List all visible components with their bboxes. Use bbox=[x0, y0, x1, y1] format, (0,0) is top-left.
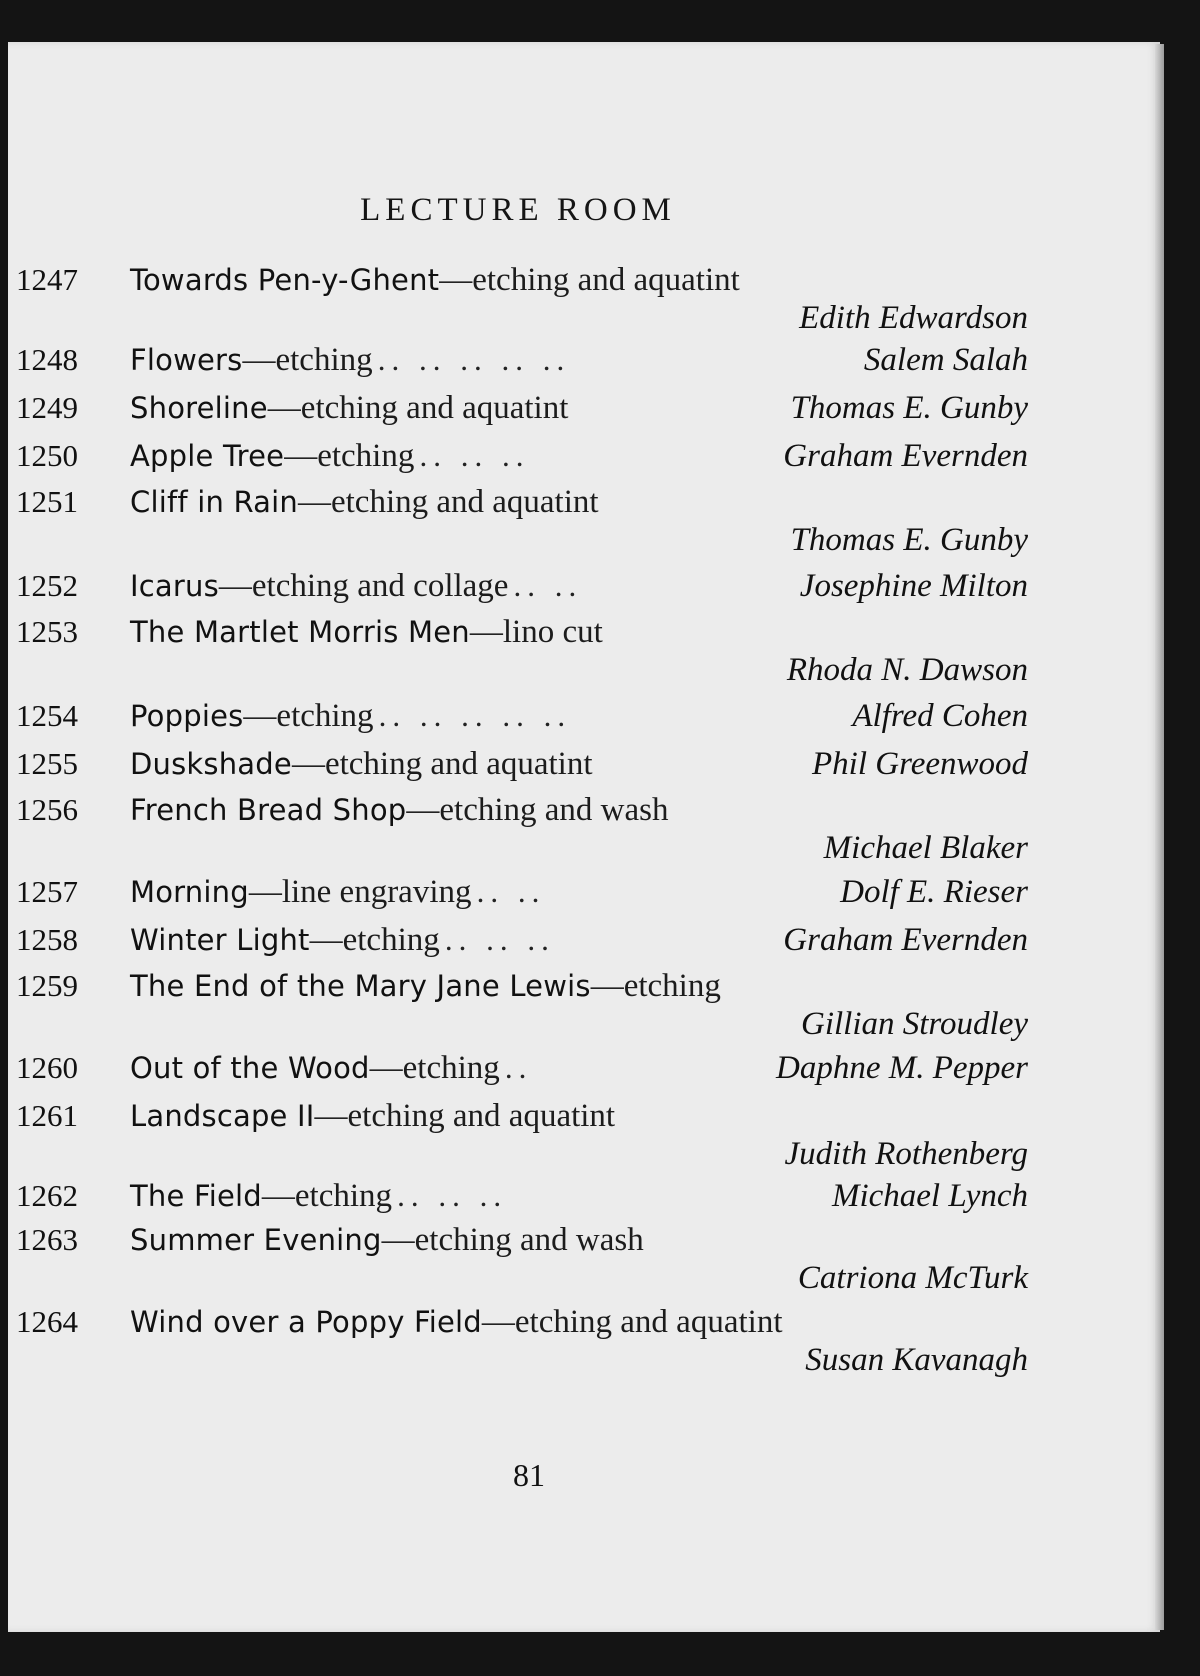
entry-dash: — bbox=[297, 484, 331, 520]
entry-dash: — bbox=[439, 262, 473, 298]
entry-dash: — bbox=[218, 568, 252, 604]
leader-dots: .. .. .. bbox=[444, 922, 555, 957]
page-number: 81 bbox=[513, 1457, 545, 1493]
entry-title: Icarus bbox=[130, 569, 219, 603]
entry-medium: etching bbox=[623, 968, 721, 1004]
entry-medium: etching and aquatint bbox=[514, 1304, 783, 1340]
entry-dash: — bbox=[481, 1304, 515, 1340]
leader-dots: .. .. .. .. .. bbox=[378, 698, 572, 733]
entry-number: 1261 bbox=[16, 1098, 78, 1133]
entry-artist: Salem Salah bbox=[863, 342, 1028, 378]
catalogue-page bbox=[8, 42, 1160, 1632]
entry-dash: — bbox=[314, 1098, 348, 1134]
entry-number: 1249 bbox=[16, 390, 78, 425]
entry-medium: etching bbox=[342, 922, 440, 958]
entry-dash: — bbox=[242, 342, 276, 378]
entry-medium: etching bbox=[317, 438, 415, 474]
entry-artist: Michael Lynch bbox=[831, 1178, 1028, 1214]
entry-title: Wind over a Poppy Field bbox=[130, 1305, 482, 1339]
entry-medium: etching and collage bbox=[251, 568, 509, 604]
entry-dash: — bbox=[267, 390, 301, 426]
entry-title: Apple Tree bbox=[130, 439, 285, 473]
entry-title: Duskshade bbox=[130, 747, 292, 781]
entry-title: Cliff in Rain bbox=[130, 485, 298, 519]
entry-number: 1252 bbox=[16, 568, 78, 603]
entry-title: The Martlet Morris Men bbox=[130, 615, 470, 649]
leader-dots: .. bbox=[504, 1050, 533, 1085]
entry-medium: etching and wash bbox=[414, 1222, 644, 1258]
entry-dash: — bbox=[406, 792, 440, 828]
entry-medium: etching bbox=[294, 1178, 393, 1214]
entry-medium: etching and wash bbox=[439, 792, 669, 828]
entry-title: Towards Pen-y-Ghent bbox=[130, 263, 440, 297]
entry-dash: — bbox=[248, 874, 282, 910]
entry-number: 1256 bbox=[16, 792, 78, 827]
entry-artist: Catriona McTurk bbox=[797, 1260, 1028, 1296]
entry-dash: — bbox=[469, 614, 503, 650]
entry-artist: Gillian Stroudley bbox=[800, 1006, 1028, 1042]
entry-medium: etching and aquatint bbox=[324, 746, 593, 782]
entry-artist: Judith Rothenberg bbox=[784, 1136, 1028, 1172]
entry-title: Winter Light bbox=[130, 923, 310, 957]
entry-artist: Susan Kavanagh bbox=[805, 1342, 1028, 1378]
entry-medium: etching and aquatint bbox=[300, 390, 569, 426]
entry-dash: — bbox=[284, 438, 318, 474]
entry-number: 1254 bbox=[16, 698, 78, 733]
entry-number: 1247 bbox=[16, 262, 78, 297]
entry-dash: — bbox=[291, 746, 325, 782]
entry-title: Landscape II bbox=[130, 1099, 315, 1133]
entry-number: 1259 bbox=[16, 968, 78, 1003]
leader-dots: .. .. .. .. .. bbox=[377, 342, 571, 377]
entry-title: The Field bbox=[130, 1179, 262, 1213]
entry-title: Morning bbox=[130, 875, 249, 909]
entry-number: 1263 bbox=[16, 1222, 78, 1257]
entry-title: Summer Evening bbox=[130, 1223, 382, 1257]
entry-number: 1251 bbox=[16, 484, 78, 519]
entry-dash: — bbox=[369, 1050, 403, 1086]
entry-title: French Bread Shop bbox=[130, 793, 407, 827]
entry-medium: lino cut bbox=[502, 614, 603, 650]
entry-number: 1257 bbox=[16, 874, 78, 909]
entry-dash: — bbox=[590, 968, 624, 1004]
entry-number: 1258 bbox=[16, 922, 78, 957]
entry-artist: Graham Evernden bbox=[783, 438, 1028, 474]
entry-title: The End of the Mary Jane Lewis bbox=[130, 969, 591, 1003]
entry-dash: — bbox=[309, 922, 343, 958]
entry-medium: etching bbox=[276, 698, 374, 734]
entry-artist: Rhoda N. Dawson bbox=[786, 652, 1028, 688]
entry-artist: Edith Edwardson bbox=[799, 300, 1028, 336]
entry-dash: — bbox=[243, 698, 277, 734]
entry-medium: etching and aquatint bbox=[330, 484, 599, 520]
entry-artist: Josephine Milton bbox=[799, 568, 1028, 604]
entry-artist: Phil Greenwood bbox=[812, 746, 1028, 782]
entry-number: 1248 bbox=[16, 342, 78, 377]
entry-medium: etching bbox=[275, 342, 373, 378]
entry-medium: etching and aquatint bbox=[472, 262, 740, 298]
entry-title: Out of the Wood bbox=[130, 1051, 370, 1085]
entry-dash: — bbox=[381, 1222, 415, 1258]
entry-number: 1264 bbox=[16, 1304, 78, 1339]
leader-dots: .. .. bbox=[513, 568, 583, 603]
entry-number: 1260 bbox=[16, 1050, 78, 1085]
entry-dash: — bbox=[261, 1178, 295, 1214]
entry-artist: Thomas E. Gunby bbox=[790, 522, 1028, 558]
entry-medium: etching bbox=[402, 1050, 500, 1086]
leader-dots: .. .. .. bbox=[419, 438, 530, 473]
entry-artist: Daphne M. Pepper bbox=[775, 1050, 1028, 1086]
entry-medium: etching and aquatint bbox=[347, 1098, 616, 1134]
entry-artist: Graham Evernden bbox=[783, 922, 1028, 958]
entry-number: 1250 bbox=[16, 438, 78, 473]
leader-dots: .. .. bbox=[476, 874, 546, 909]
entry-title: Shoreline bbox=[130, 391, 268, 425]
entry-medium: line engraving bbox=[281, 874, 472, 910]
entry-number: 1253 bbox=[16, 614, 78, 649]
page-heading: LECTURE ROOM bbox=[360, 192, 676, 228]
entry-title: Poppies bbox=[130, 699, 244, 733]
page-edge bbox=[1155, 44, 1164, 1630]
leader-dots: .. .. .. bbox=[397, 1178, 508, 1213]
entry-number: 1255 bbox=[16, 746, 78, 781]
entry-artist: Dolf E. Rieser bbox=[840, 874, 1028, 910]
entry-artist: Thomas E. Gunby bbox=[790, 390, 1028, 426]
entry-artist: Alfred Cohen bbox=[852, 698, 1028, 734]
entry-title: Flowers bbox=[130, 343, 243, 377]
entry-number: 1262 bbox=[16, 1178, 78, 1213]
entry-artist: Michael Blaker bbox=[823, 830, 1028, 866]
